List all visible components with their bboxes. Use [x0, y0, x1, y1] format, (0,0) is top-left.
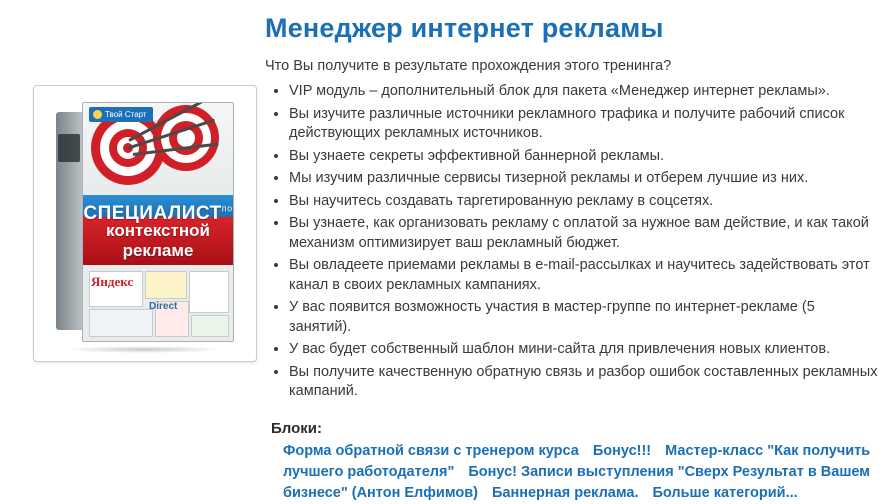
benefits-list [265, 82, 880, 402]
content-column [265, 0, 880, 504]
brand-badge-label: Твой Старт [105, 110, 147, 119]
mini-ad-thumb [89, 309, 153, 337]
list-item: • Вы узнаете, как организовать рекламу с оплатой за нужное вам действие, и как такой механизм оптимизирует ваш рекламный бюджет. [289, 214, 880, 253]
product-image-card[interactable] [33, 85, 257, 362]
list-item: • Мы изучим различные сервисы тизерной рекламы и отберем лучшие из них. [289, 169, 880, 189]
box-face-target-art [83, 103, 233, 195]
block-link-more-categories[interactable]: Больше категорий... [652, 484, 798, 501]
block-link-bonus[interactable]: Бонус!!! [592, 442, 652, 459]
direct-wordmark: Direct [149, 301, 178, 312]
product-box-art [56, 98, 234, 346]
box-title-suffix: по [221, 203, 233, 214]
list-item: • Вы научитесь создавать таргетированную рекламу в соцсетях. [289, 192, 880, 212]
box-subtitle [83, 221, 233, 261]
mini-ad-thumb [145, 271, 187, 299]
box-subtitle-line2: рекламе [122, 241, 194, 260]
box-title-text: СПЕЦИАЛИСТ [83, 203, 222, 224]
list-item: • Вы овладеете приемами рекламы в e-mail-рассылках и научитесь задействовать этот канал в своих рекламных кампаниях. [289, 256, 880, 295]
block-link-bonus-recordings[interactable]: Бонус! Записи выступления "Сверх Результат в Вашем бизнесе" (Антон Елфимов) [283, 463, 871, 501]
mini-ad-thumb [191, 315, 229, 337]
block-link-banner-ads[interactable]: Баннерная реклама. [491, 484, 639, 501]
box-spine [56, 112, 82, 330]
list-item: • VIP модуль – дополнительный блок для пакета «Менеджер интернет рекламы». [289, 82, 880, 102]
box-subtitle-line1: контекстной [106, 221, 210, 240]
list-item: • Вы получите качественную обратную связь и разбор ошибок составленных рекламных кампаний. [289, 363, 880, 402]
blocks-links [283, 441, 880, 504]
box-face-ads-collage [83, 265, 233, 341]
list-item: • У вас будет собственный шаблон мини-сайта для привлечения новых клиентов. [289, 340, 880, 360]
box-face [82, 102, 234, 342]
block-link-feedback-form[interactable]: Форма обратной связи с тренером курса [283, 442, 579, 459]
brand-badge [89, 107, 153, 122]
list-item: • У вас появится возможность участия в мастер-группе по интернет-рекламе (5 занятий). [289, 298, 880, 337]
block-link-masterclass[interactable]: Мастер-класс "Как получить лучшего работодателя" [283, 442, 871, 480]
box-drop-shadow [64, 346, 224, 353]
brand-dot-icon [93, 110, 102, 119]
blocks-heading: Блоки: [271, 419, 322, 437]
box-spine-logo [58, 134, 80, 162]
list-item: • Вы узнаете секреты эффективной баннерной рекламы. [289, 147, 880, 167]
mini-ad-thumb [189, 271, 229, 313]
lead-paragraph: Что Вы получите в результате прохождения этого тренинга? [265, 58, 672, 74]
yandex-wordmark: Яндекс [91, 274, 134, 289]
page-title: Менеджер интернет рекламы [265, 13, 664, 43]
list-item: • Вы изучите различные источники рекламного трафика и получите рабочий список действующих рекламных источников. [289, 105, 880, 144]
